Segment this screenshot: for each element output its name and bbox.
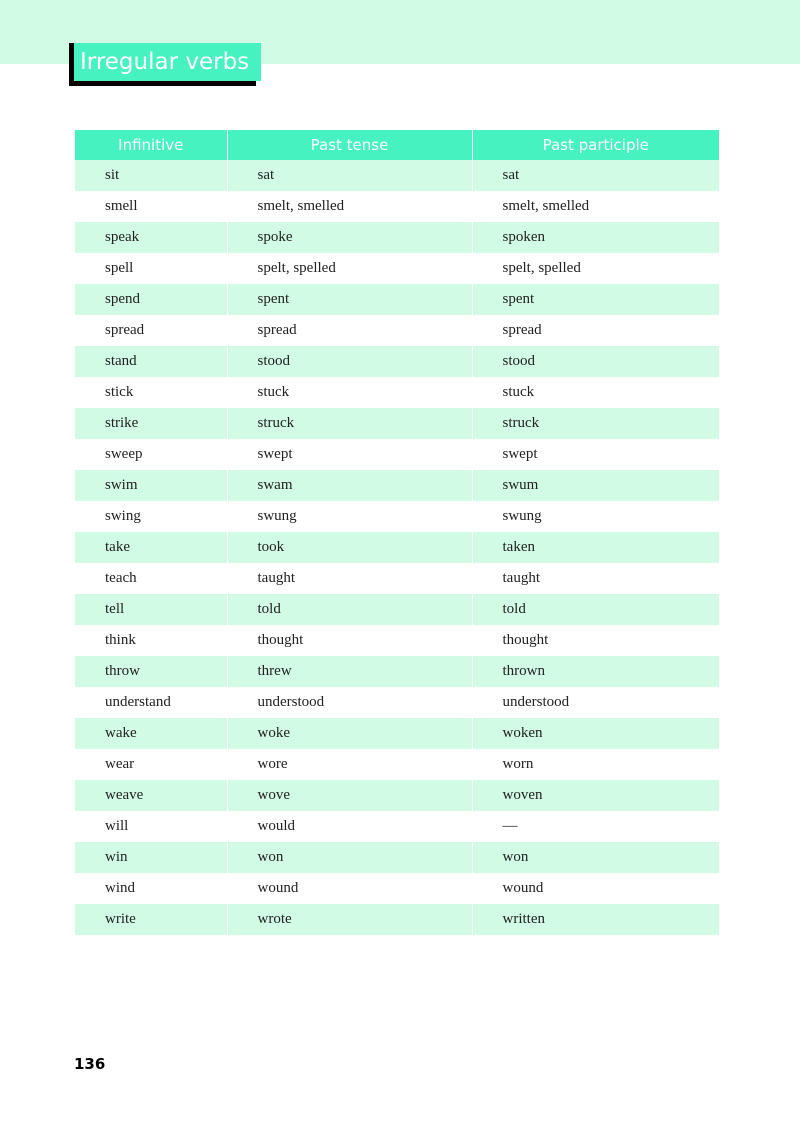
past-participle-cell: spelt, spelled	[502, 260, 581, 276]
table-row	[75, 563, 719, 594]
infinitive-cell: sweep	[75, 439, 227, 470]
past-participle-cell: swept	[502, 446, 538, 462]
past-participle-cell: spent	[472, 284, 719, 315]
table-row	[75, 408, 719, 439]
table-row	[75, 718, 719, 749]
past-participle-cell: swung	[502, 508, 542, 524]
past-tense-cell: spent	[227, 284, 472, 315]
past-tense-cell: understood	[227, 687, 472, 718]
past-participle-cell: —	[502, 818, 518, 834]
past-tense-cell: spread	[227, 315, 472, 346]
table-row	[75, 656, 719, 687]
past-participle-cell: understood	[502, 694, 570, 710]
header-past-participle: Past participle	[472, 130, 719, 160]
infinitive-cell: sit	[75, 160, 227, 191]
past-participle-cell: smelt, smelled	[502, 198, 590, 214]
infinitive-cell: win	[75, 842, 227, 873]
table-row	[75, 346, 719, 377]
infinitive-cell: stand	[75, 346, 227, 377]
page-number: 136	[74, 1055, 106, 1073]
infinitive-cell: smell	[75, 191, 227, 222]
past-participle-cell: struck	[472, 408, 719, 439]
table-row	[75, 594, 719, 625]
past-participle-cell: won	[472, 842, 719, 873]
past-participle-cell: worn	[502, 756, 534, 772]
table-header-row	[75, 130, 719, 160]
past-tense-cell: swam	[227, 470, 472, 501]
table-row	[75, 749, 719, 780]
past-tense-cell: struck	[227, 408, 472, 439]
infinitive-cell: strike	[75, 408, 227, 439]
past-participle-cell: wound	[502, 880, 544, 896]
table-row	[75, 625, 719, 656]
past-participle-cell: taught	[502, 570, 540, 586]
table-row	[75, 439, 719, 470]
infinitive-cell: swing	[75, 501, 227, 532]
past-tense-cell: wrote	[227, 904, 472, 935]
past-tense-cell: wore	[227, 749, 472, 780]
past-tense-cell: woke	[227, 718, 472, 749]
infinitive-cell: think	[75, 625, 227, 656]
header-infinitive: Infinitive	[75, 130, 227, 160]
past-participle-cell: spread	[502, 322, 542, 338]
table-row	[75, 222, 719, 253]
infinitive-cell: spread	[75, 315, 227, 346]
infinitive-cell: swim	[75, 470, 227, 501]
table-row	[75, 532, 719, 563]
past-participle-cell: stood	[472, 346, 719, 377]
infinitive-cell: teach	[75, 563, 227, 594]
past-tense-cell: threw	[227, 656, 472, 687]
past-participle-cell: woven	[472, 780, 719, 811]
table-row	[75, 470, 719, 501]
past-tense-cell: smelt, smelled	[227, 191, 472, 222]
infinitive-cell: speak	[75, 222, 227, 253]
table-row	[75, 284, 719, 315]
past-tense-cell: took	[227, 532, 472, 563]
infinitive-cell: stick	[75, 377, 227, 408]
table-row	[75, 191, 719, 222]
past-tense-cell: swung	[227, 501, 472, 532]
past-tense-cell: sat	[227, 160, 472, 191]
table-row	[75, 160, 719, 191]
past-participle-cell: sat	[472, 160, 719, 191]
header-past-tense: Past tense	[227, 130, 472, 160]
table-row	[75, 501, 719, 532]
past-participle-cell: thrown	[472, 656, 719, 687]
past-tense-cell: wound	[227, 873, 472, 904]
past-tense-cell: stuck	[227, 377, 472, 408]
infinitive-cell: will	[75, 811, 227, 842]
infinitive-cell: wind	[75, 873, 227, 904]
infinitive-cell: tell	[75, 594, 227, 625]
table-row	[75, 904, 719, 935]
infinitive-cell: spell	[75, 253, 227, 284]
table-row	[75, 315, 719, 346]
infinitive-cell: wear	[75, 749, 227, 780]
past-tense-cell: taught	[227, 563, 472, 594]
past-participle-cell: written	[472, 904, 719, 935]
infinitive-cell: throw	[75, 656, 227, 687]
past-tense-cell: wove	[227, 780, 472, 811]
table-row	[75, 687, 719, 718]
infinitive-cell: take	[75, 532, 227, 563]
past-participle-cell: thought	[502, 632, 549, 648]
past-participle-cell: stuck	[502, 384, 535, 400]
past-tense-cell: told	[227, 594, 472, 625]
past-tense-cell: spelt, spelled	[227, 253, 472, 284]
infinitive-cell: spend	[75, 284, 227, 315]
table-row	[75, 780, 719, 811]
table-row	[75, 253, 719, 284]
past-participle-cell: taken	[472, 532, 719, 563]
past-participle-cell: woken	[472, 718, 719, 749]
past-participle-cell: swum	[472, 470, 719, 501]
infinitive-cell: weave	[75, 780, 227, 811]
infinitive-cell: write	[75, 904, 227, 935]
infinitive-cell: wake	[75, 718, 227, 749]
past-participle-cell: spoken	[472, 222, 719, 253]
table-row	[75, 811, 719, 842]
past-tense-cell: swept	[227, 439, 472, 470]
table-row	[75, 873, 719, 904]
table-row	[75, 842, 719, 873]
past-tense-cell: won	[227, 842, 472, 873]
irregular-verbs-table	[75, 130, 719, 935]
past-tense-cell: would	[227, 811, 472, 842]
past-participle-cell: told	[472, 594, 719, 625]
past-tense-cell: spoke	[227, 222, 472, 253]
past-tense-cell: thought	[227, 625, 472, 656]
page-title: Irregular verbs	[74, 43, 261, 81]
infinitive-cell: understand	[75, 687, 227, 718]
past-tense-cell: stood	[227, 346, 472, 377]
table-row	[75, 377, 719, 408]
